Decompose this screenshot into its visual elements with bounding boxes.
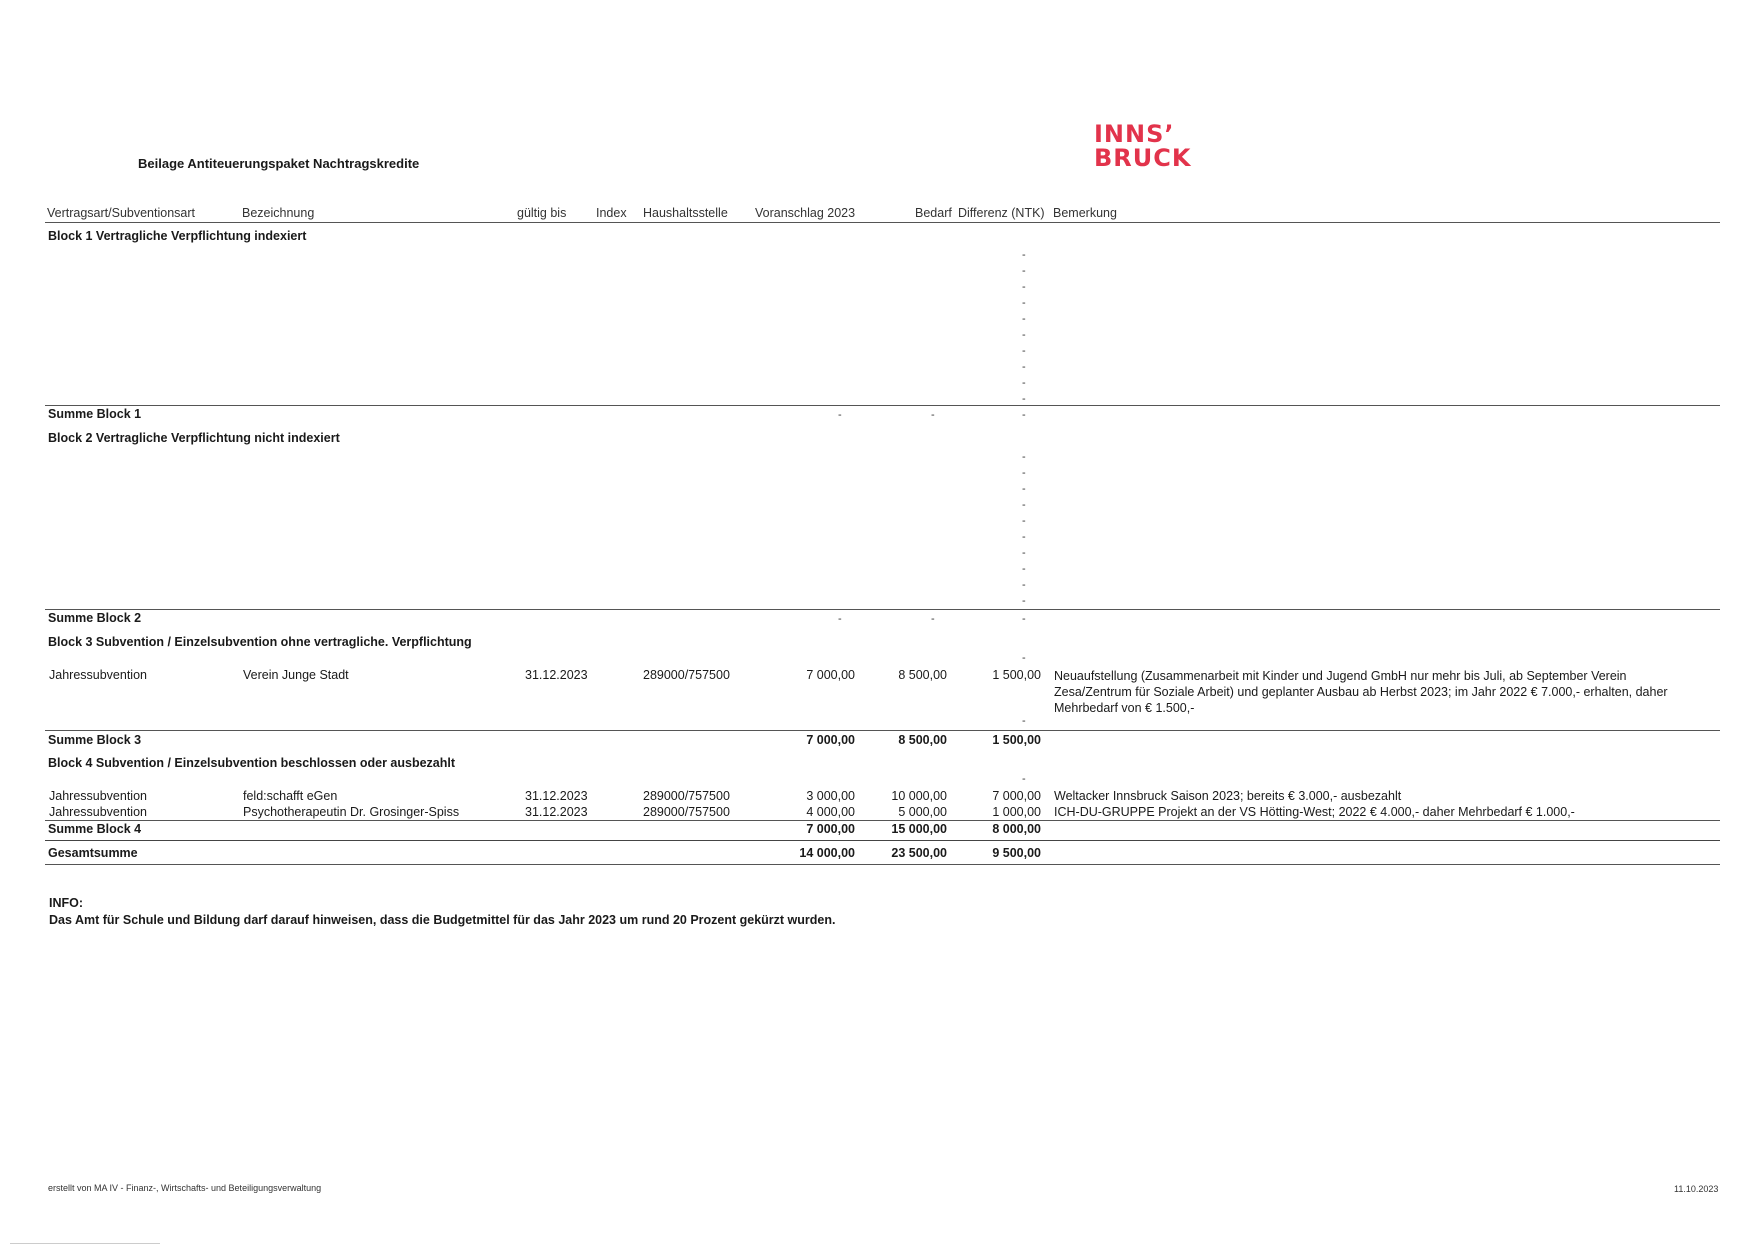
block4-row-art: Jahressubvention [49,789,147,803]
block4-row-voranschlag: 3 000,00 [806,789,855,803]
block3-rule [45,730,1720,731]
block4-title: Block 4 Subvention / Einzelsubvention beschlossen oder ausbezahlt [48,756,456,770]
block4-sum-voranschlag: 7 000,00 [806,822,855,836]
block3-sum-label: Summe Block 3 [48,733,142,747]
block4-row-diff: 1 000,00 [992,805,1041,819]
block2-sum-diff: - [1022,613,1026,625]
block4-dash: - [1022,773,1026,785]
block4-row-bezeichnung: Psychotherapeutin Dr. Grosinger-Spiss [243,805,460,819]
block2-title: Block 2 Vertragliche Verpflichtung nicht indexiert [48,431,340,445]
info-text: Das Amt für Schule und Bildung darf darauf hinweisen, dass die Budgetmittel für das Jahr 2023 um rund 20 Prozent gekürzt wurden. [49,913,836,927]
footer-date: 11.10.2023 [1674,1184,1719,1194]
block4-row-gueltig: 31.12.2023 [525,789,588,803]
block3-row-diff: 1 500,00 [992,668,1041,682]
block2-dash: - [1022,499,1026,511]
block2-dash: - [1022,531,1026,543]
block1-dash: - [1022,249,1026,261]
innsbruck-logo [1094,122,1191,170]
block4-row-haushaltsstelle: 289000/757500 [643,789,730,803]
header-rule [45,222,1720,223]
total-voranschlag: 14 000,00 [799,846,855,860]
block3-dash: - [1022,715,1026,727]
block4-rule [45,820,1720,821]
header-bedarf: Bedarf [915,206,952,220]
block4-row-bemerkung: Weltacker Innsbruck Saison 2023; bereits € 3.000,- ausbezahlt [1054,789,1402,803]
block3-title: Block 3 Subvention / Einzelsubvention ohne vertragliche. Verpflichtung [48,635,472,649]
block1-rule [45,405,1720,406]
block3-row-gueltig: 31.12.2023 [525,668,588,682]
header-index: Index [596,206,627,220]
block3-row-bezeichnung: Verein Junge Stadt [243,668,349,682]
block2-dash: - [1022,483,1026,495]
total-bedarf: 23 500,00 [891,846,947,860]
block4-row-voranschlag: 4 000,00 [806,805,855,819]
block4-row-haushaltsstelle: 289000/757500 [643,805,730,819]
header-art: Vertragsart/Subventionsart [47,206,195,220]
footer-creator: erstellt von MA IV - Finanz-, Wirtschafts- und Beteiligungsverwaltung [48,1183,322,1193]
block4-row-bedarf: 10 000,00 [891,789,947,803]
block1-dash: - [1022,393,1026,405]
block4-row-bezeichnung: feld:schafft eGen [243,789,338,803]
block4-sum-label: Summe Block 4 [48,822,142,836]
block1-sum-voranschlag: - [838,409,842,421]
block2-dash: - [1022,467,1026,479]
document-title: Beilage Antiteuerungspaket Nachtragskredite [138,156,420,171]
block3-sum-voranschlag: 7 000,00 [806,733,855,747]
block1-dash: - [1022,265,1026,277]
scan-edge-line [10,1243,160,1244]
block3-sum-bedarf: 8 500,00 [898,733,947,747]
block4-sum-bedarf: 15 000,00 [891,822,947,836]
block2-dash: - [1022,515,1026,527]
block1-dash: - [1022,313,1026,325]
total-rule-top [45,840,1720,841]
block2-dash: - [1022,579,1026,591]
block2-rule [45,609,1720,610]
header-haushaltsstelle: Haushaltsstelle [643,206,728,220]
block2-sum-bedarf: - [931,613,935,625]
block4-row-bedarf: 5 000,00 [898,805,947,819]
block3-row-bemerkung: Neuaufstellung (Zusammenarbeit mit Kinder und Jugend GmbH nur mehr bis Juli, ab September Verein Zesa/Zentrum für Soziale Arbeit) und geplanter Ausbau ab Herbst 2023; im Jahr 2022 € 7.000,- erhalten, daher Mehrbedarf von € 1.500,- [1054,669,1668,715]
header-voranschlag: Voranschlag 2023 [755,206,856,220]
block1-dash: - [1022,297,1026,309]
info-label: INFO: [49,896,84,910]
block3-row-bedarf: 8 500,00 [898,668,947,682]
total-label: Gesamtsumme [48,846,138,860]
block4-row-bemerkung: ICH-DU-GRUPPE Projekt an der VS Hötting-West; 2022 € 4.000,- daher Mehrbedarf € 1.000,- [1054,805,1575,819]
block3-row-voranschlag: 7 000,00 [806,668,855,682]
block3-dash: - [1022,652,1026,664]
block2-dash: - [1022,563,1026,575]
block1-sum-bedarf: - [931,409,935,421]
logo-line-1: INNS’ [1094,120,1175,148]
block1-title: Block 1 Vertragliche Verpflichtung indexiert [48,229,307,243]
block1-dash: - [1022,345,1026,357]
block3-row-haushaltsstelle: 289000/757500 [643,668,730,682]
total-diff: 9 500,00 [992,846,1041,860]
total-rule-bottom [45,864,1720,865]
block2-sum-label: Summe Block 2 [48,611,142,625]
block1-sum-diff: - [1022,409,1026,421]
block1-dash: - [1022,361,1026,373]
header-bemerkung: Bemerkung [1053,206,1117,220]
header-gueltig: gültig bis [517,206,567,220]
block2-dash: - [1022,547,1026,559]
block1-dash: - [1022,281,1026,293]
block2-dash: - [1022,451,1026,463]
block3-sum-diff: 1 500,00 [992,733,1041,747]
block3-row-art: Jahressubvention [49,668,147,682]
block4-row-gueltig: 31.12.2023 [525,805,588,819]
logo-line-2: BRUCK [1094,144,1192,172]
block2-dash: - [1022,595,1026,607]
block1-dash: - [1022,377,1026,389]
block2-sum-voranschlag: - [838,613,842,625]
block4-row-diff: 7 000,00 [992,789,1041,803]
header-differenz: Differenz (NTK) [958,206,1045,220]
block4-sum-diff: 8 000,00 [992,822,1041,836]
header-bezeichnung: Bezeichnung [242,206,315,220]
block4-row-art: Jahressubvention [49,805,147,819]
block1-dash: - [1022,329,1026,341]
block1-sum-label: Summe Block 1 [48,407,142,421]
